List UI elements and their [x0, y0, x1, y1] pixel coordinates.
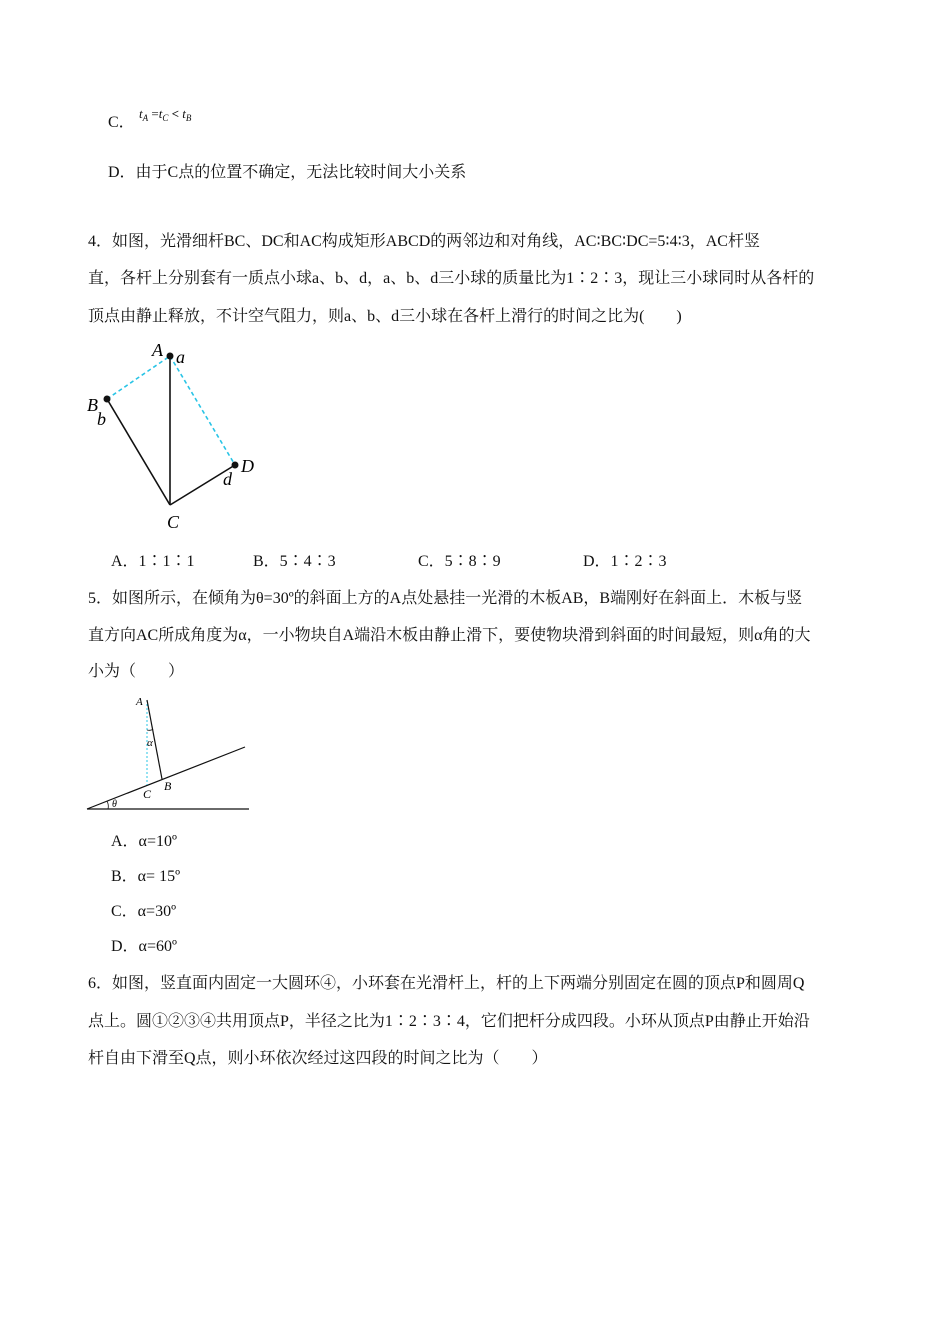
- q4-option-d: D．1∶2∶3: [583, 553, 667, 570]
- q4-edge-ab: [107, 356, 170, 399]
- q5-option-d: D．α=60º: [111, 938, 177, 955]
- q4-label-A: A: [152, 340, 163, 360]
- q4-text-line-3: 顶点由静止释放，不计空气阻力，则a、b、d三小球在各杆上滑行的时间之比为( ): [88, 308, 682, 325]
- q4-option-c: C．5∶8∶9: [418, 553, 501, 570]
- q3-option-d: D．由于C点的位置不确定，无法比较时间大小关系: [108, 164, 467, 181]
- q4-label-D: D: [241, 456, 254, 476]
- q3-option-c: [108, 113, 135, 133]
- q6-text-line-1: 6．如图，竖直面内固定一大圆环④，小环套在光滑杆上，杆的上下两端分别固定在圆的顶点P和圆周Q: [88, 975, 805, 992]
- q4-text-line-2: 直，各杆上分别套有一质点小球a、b、d，a、b、d三小球的质量比为1∶2∶3，现让三小球同时从各杆的: [88, 270, 815, 287]
- q5-option-b: B．α= 15º: [111, 868, 181, 885]
- q4-label-d: d: [223, 469, 232, 489]
- q3-option-c-label: C．: [108, 114, 135, 131]
- q4-point-b: [104, 396, 111, 403]
- q4-figure: [80, 335, 280, 535]
- q6-text-line-3: 杆自由下滑至Q点，则小环依次经过这四段的时间之比为（ ）: [88, 1050, 548, 1067]
- q5-theta-arc: [107, 801, 108, 809]
- q4-rod-bc: [107, 399, 170, 505]
- q4-label-a: a: [176, 347, 185, 367]
- q4-text-line-1: 4．如图，光滑细杆BC、DC和AC构成矩形ABCD的两邻边和对角线，AC∶BC∶DC=5∶4∶3，AC杆竖: [88, 233, 760, 250]
- q5-label-theta: θ: [112, 799, 117, 810]
- q4-option-b: B．5∶4∶3: [253, 553, 336, 570]
- q4-label-B: B: [87, 395, 98, 415]
- q4-point-d: [232, 462, 239, 469]
- q5-text-line-3: 小为（ ）: [88, 663, 185, 680]
- q4-label-b: b: [97, 409, 106, 429]
- q5-label-A: A: [136, 696, 143, 708]
- q4-point-a: [167, 353, 174, 360]
- q3-option-c-formula: $t_A =t_C < t_B$: [139, 106, 192, 123]
- q5-option-a: A．α=10º: [111, 833, 177, 850]
- q5-label-C: C: [143, 787, 152, 801]
- q4-edge-ad: [170, 356, 235, 465]
- q4-option-a: A．1∶1∶1: [111, 553, 195, 570]
- q5-text-line-1: 5．如图所示，在倾角为θ=30º的斜面上方的A点处悬挂一光滑的木板AB，B端刚好在斜面上．木板与竖: [88, 590, 803, 607]
- q5-text-line-2: 直方向AC所成角度为α，一小物块自A端沿木板由静止滑下，要使物块滑到斜面的时间最短，则α角的大: [88, 627, 811, 644]
- q6-text-line-2: 点上。圆①②③④共用顶点P，半径之比为1∶2∶3∶4，它们把杆分成四段。小环从顶点P由静止开始沿: [88, 1013, 810, 1030]
- q5-label-B: B: [164, 779, 172, 793]
- q5-figure: [85, 690, 255, 820]
- q5-option-c: C．α=30º: [111, 903, 177, 920]
- q4-label-C: C: [167, 512, 180, 532]
- q5-label-alpha: α: [147, 737, 153, 749]
- q5-incline: [87, 747, 245, 809]
